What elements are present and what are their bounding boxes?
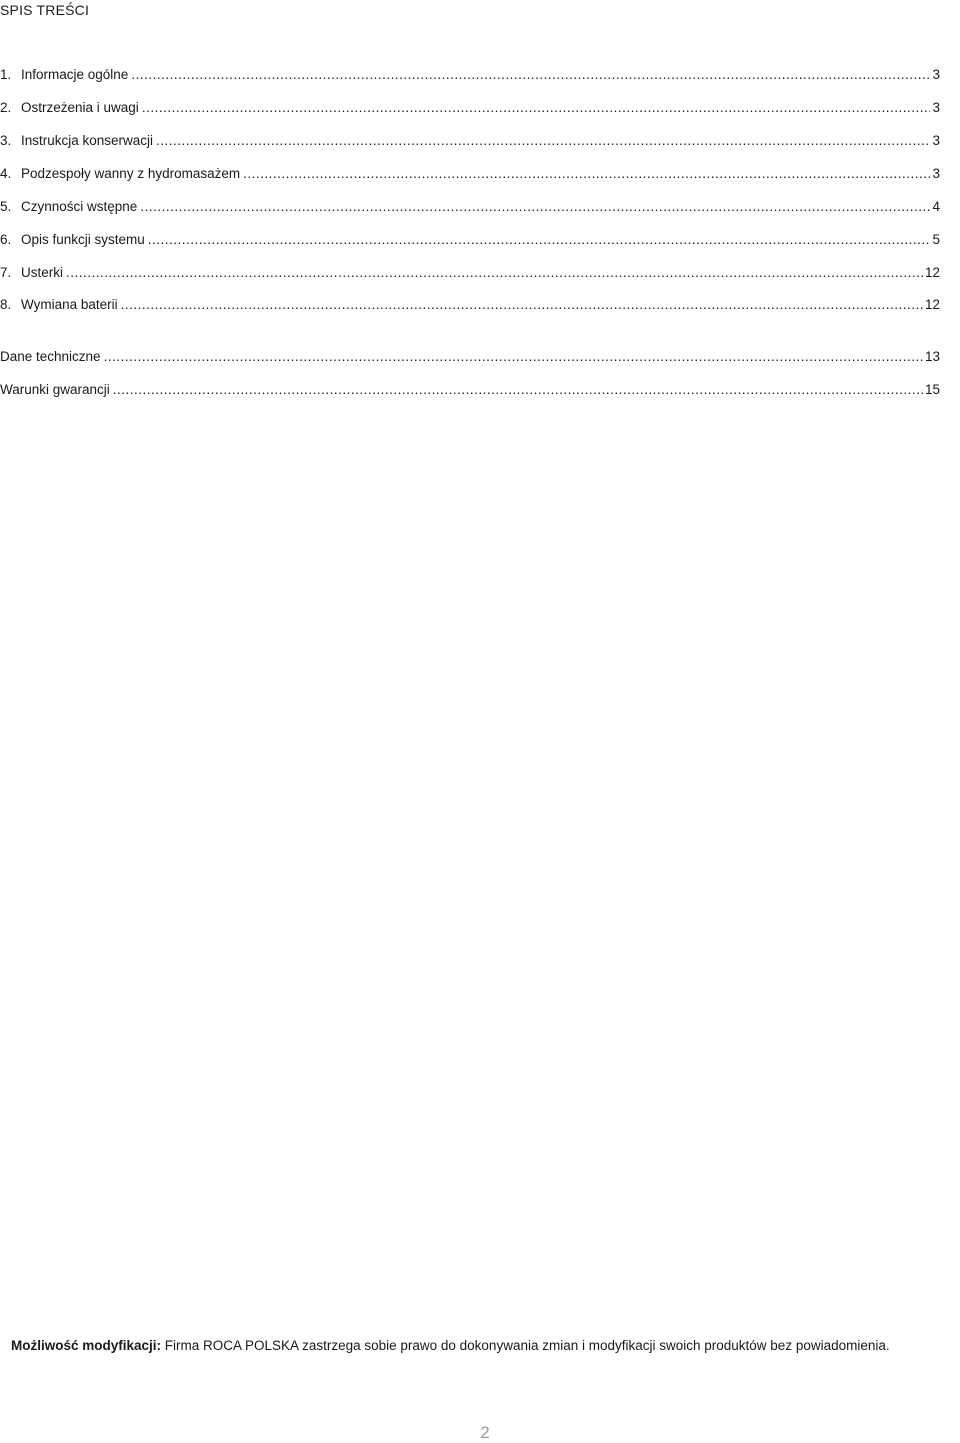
toc-extra-entry [0, 349, 940, 365]
toc-entry [0, 265, 940, 281]
notice-lead: Możliwość modyfikacji: [11, 1338, 162, 1353]
toc-entry-page: 12 [924, 297, 940, 312]
toc-entry-page: 3 [932, 166, 940, 181]
toc-entry-title: Warunki gwarancji [0, 382, 110, 397]
toc-leader-dots [66, 265, 923, 281]
toc-entry-number: 7. [0, 265, 12, 280]
toc-entry-number: 6. [0, 232, 12, 247]
notice-text: Firma ROCA POLSKA zastrzega sobie prawo do dokonywania zmian i modyfikacji swoich produktów bez powiadomienia. [161, 1338, 890, 1353]
toc-entry-page: 3 [932, 67, 940, 82]
toc-extra-entry [0, 382, 940, 398]
toc-entry-number: 2. [0, 100, 12, 115]
toc-entry-number: 8. [0, 297, 12, 312]
toc-entry-page: 5 [932, 232, 940, 247]
toc-entry-title: Wymiana baterii [21, 297, 118, 312]
toc-entry-page: 13 [924, 349, 940, 364]
toc-leader-dots [243, 166, 930, 182]
toc-entry-title: Podzespoły wanny z hydromasażem [21, 166, 241, 181]
toc-entry-number: 5. [0, 199, 12, 214]
toc-entry-page: 12 [924, 265, 940, 280]
toc-entry-title: Czynności wstępne [21, 199, 138, 214]
toc-entry [0, 67, 940, 83]
toc-entry-page: 15 [924, 382, 940, 397]
toc-entry [0, 133, 940, 149]
toc-leader-dots [140, 199, 930, 215]
modification-notice [11, 1338, 956, 1353]
toc-entry-title: Opis funkcji systemu [21, 232, 145, 247]
toc-leader-dots [142, 100, 931, 116]
toc-entry-number: 3. [0, 133, 12, 148]
toc-entry-title: Dane techniczne [0, 349, 101, 364]
toc-entry-title: Instrukcja konserwacji [21, 133, 154, 148]
toc-entry-title: Usterki [21, 265, 64, 280]
toc-entry [0, 166, 940, 182]
toc-leader-dots [113, 382, 923, 398]
toc-leader-dots [121, 297, 923, 313]
toc-entry-page: 4 [932, 199, 940, 214]
toc-leader-dots [156, 133, 930, 149]
toc-leader-dots [104, 349, 923, 365]
toc-entry-number: 1. [0, 67, 12, 82]
toc-entry-page: 3 [932, 100, 940, 115]
page-number: 2 [480, 1423, 490, 1442]
toc-entry-page: 3 [932, 133, 940, 148]
toc-leader-dots [148, 232, 931, 248]
toc-leader-dots [131, 67, 930, 83]
toc-entry-title: Ostrzeżenia i uwagi [21, 100, 139, 115]
toc-entry [0, 232, 940, 248]
toc-heading: SPIS TREŚCI [0, 2, 90, 18]
toc-entry [0, 297, 940, 313]
toc-entry-title: Informacje ogólne [21, 67, 129, 82]
toc-entry-number: 4. [0, 166, 12, 181]
toc-entry [0, 100, 940, 116]
toc-entry [0, 199, 940, 215]
